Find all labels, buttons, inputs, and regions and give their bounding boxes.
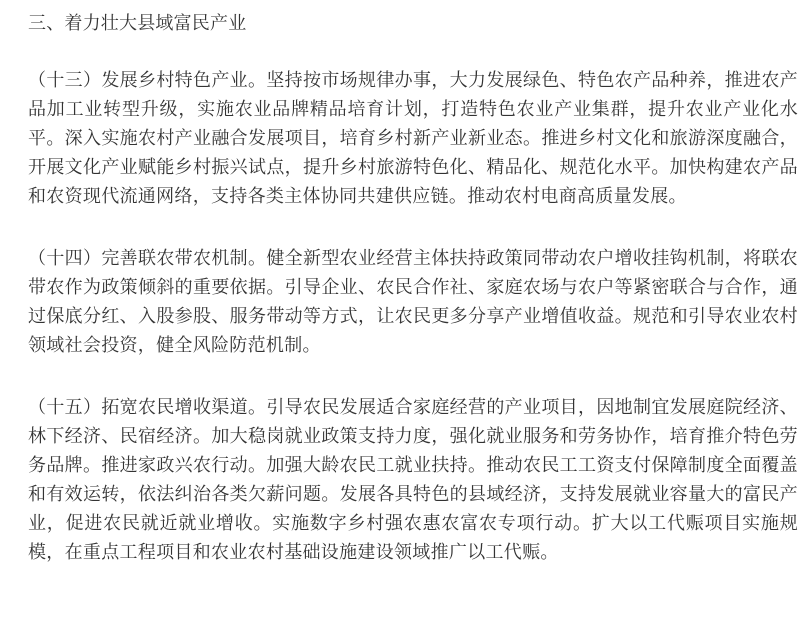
paragraph-14: （十四）完善联农带农机制。健全新型农业经营主体扶持政策同带动农户增收挂钩机制，将联农带农作为政策倾斜的重要依据。引导企业、农民合作社、家庭农场与农户等紧密联合与合作，通过保底分红、入股参股、服务带动等方式，让农民更多分享产业增值收益。规范和引导农业农村领域社会投资，健全风险防范机制。 <box>28 248 798 356</box>
document-body <box>28 9 798 567</box>
paragraph-13: （十三）发展乡村特色产业。坚持按市场规律办事，大力发展绿色、特色农产品种养，推进农产品加工业转型升级，实施农业品牌精品培育计划，打造特色农业产业集群，提升农业产业化水平。深入实施农村产业融合发展项目，培育乡村新产业新业态。推进乡村文化和旅游深度融合，开展文化产业赋能乡村振兴试点，提升乡村旅游特色化、精品化、规范化水平。加快构建农产品和农资现代流通网络，支持各类主体协同共建供应链。推动农村电商高质量发展。 <box>28 70 798 207</box>
section-heading: 三、着力壮大县域富民产业 <box>28 13 247 34</box>
paragraph-15: （十五）拓宽农民增收渠道。引导农民发展适合家庭经营的产业项目，因地制宜发展庭院经济、林下经济、民宿经济。加大稳岗就业政策支持力度，强化就业服务和劳务协作，培育推介特色劳务品牌。推进家政兴农行动。加强大龄农民工就业扶持。推动农民工工资支付保障制度全面覆盖和有效运转，依法纠治各类欠薪问题。发展各具特色的县域经济，支持发展就业容量大的富民产业，促进农民就近就业增收。实施数字乡村强农惠农富农专项行动。扩大以工代赈项目实施规模，在重点工程项目和农业农村基础设施建设领域推广以工代赈。 <box>28 397 798 563</box>
